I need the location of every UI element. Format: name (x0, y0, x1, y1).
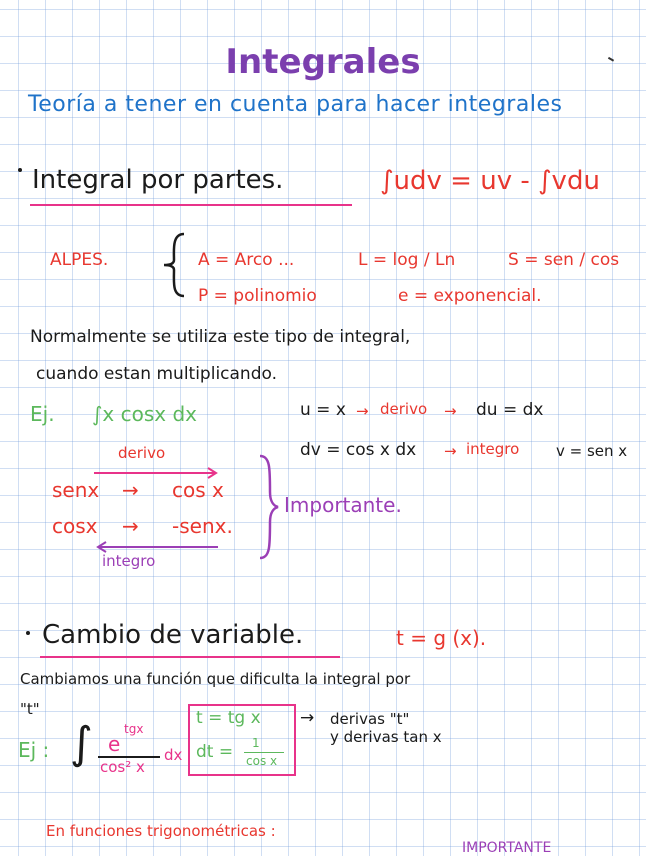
change-formula: t = g (x). (396, 626, 487, 650)
box-dt: dt = (196, 742, 234, 762)
u-line: u = x (300, 400, 346, 420)
alpes-s: S = sen / cos (508, 250, 620, 270)
derivo-text: derivo (380, 400, 428, 418)
ej2-dx: dx (164, 746, 183, 764)
footer-cut-label: IMPORTANTE (462, 840, 552, 856)
arrow-1: → (356, 402, 369, 420)
box-fraction-line (244, 752, 284, 753)
ej-integral: ∫x cosx dx (92, 402, 197, 426)
ej2-denominator: cos² x (100, 758, 145, 776)
ej2-numerator: e (108, 732, 121, 756)
arrow-3: → (444, 442, 457, 460)
alpes-e: e = exponencial. (398, 286, 542, 306)
parts-formula: ∫udv = uv - ∫vdu (380, 166, 600, 196)
box-num: 1 (252, 736, 260, 750)
row1-arrow: → (122, 478, 139, 502)
ej2-exponent: tgx (124, 722, 144, 736)
integro-text: integro (466, 440, 520, 458)
alpes-a: A = Arco ... (198, 250, 295, 270)
change-note-1: Cambiamos una función que dificulta la integral por (20, 670, 411, 688)
subtitle: Teoría a tener en cuenta para hacer integrales (28, 92, 563, 117)
footer-text: En funciones trigonométricas : (46, 822, 276, 840)
alpes-label: ALPES. (50, 250, 109, 270)
row1-left: senx (52, 478, 100, 502)
alpes-l: L = log / Ln (358, 250, 456, 270)
derivo-label: derivo (118, 444, 166, 462)
bullet (18, 168, 22, 172)
du-line: du = dx (476, 400, 544, 420)
change-heading: Cambio de variable. (42, 620, 304, 650)
bullet (26, 631, 30, 635)
box-arrow: → (300, 708, 315, 728)
integro-label: integro (102, 552, 156, 570)
parts-heading: Integral por partes. (32, 165, 284, 195)
arrow-text-1: derivas "t" (330, 710, 410, 728)
parts-heading-underline (30, 204, 352, 206)
change-heading-underline (40, 656, 340, 658)
arrow-text-2: y derivas tan x (330, 728, 442, 746)
v-line: v = sen x (556, 442, 628, 460)
box-den: cos x (246, 754, 278, 768)
page-title: Integrales (225, 42, 421, 82)
row2-left: cosx (52, 514, 98, 538)
importante-text: Importante. (284, 493, 402, 517)
parts-note-1: Normalmente se utiliza este tipo de integral, (30, 327, 411, 347)
box-line1: t = tg x (196, 708, 261, 728)
alpes-brace (160, 230, 190, 300)
ej-label: Ej. (30, 402, 55, 426)
ej2-integral-sign: ∫ (70, 718, 93, 769)
importante-brace (256, 452, 282, 562)
change-note-2: "t" (20, 700, 40, 718)
row2-arrow: → (122, 514, 139, 538)
arrow-2: → (444, 402, 457, 420)
alpes-p: P = polinomio (198, 286, 317, 306)
ej2-label: Ej : (18, 738, 50, 762)
row1-right: cos x (172, 478, 224, 502)
dv-line: dv = cos x dx (300, 440, 417, 460)
row2-right: -senx. (172, 514, 233, 538)
parts-note-2: cuando estan multiplicando. (36, 364, 278, 384)
